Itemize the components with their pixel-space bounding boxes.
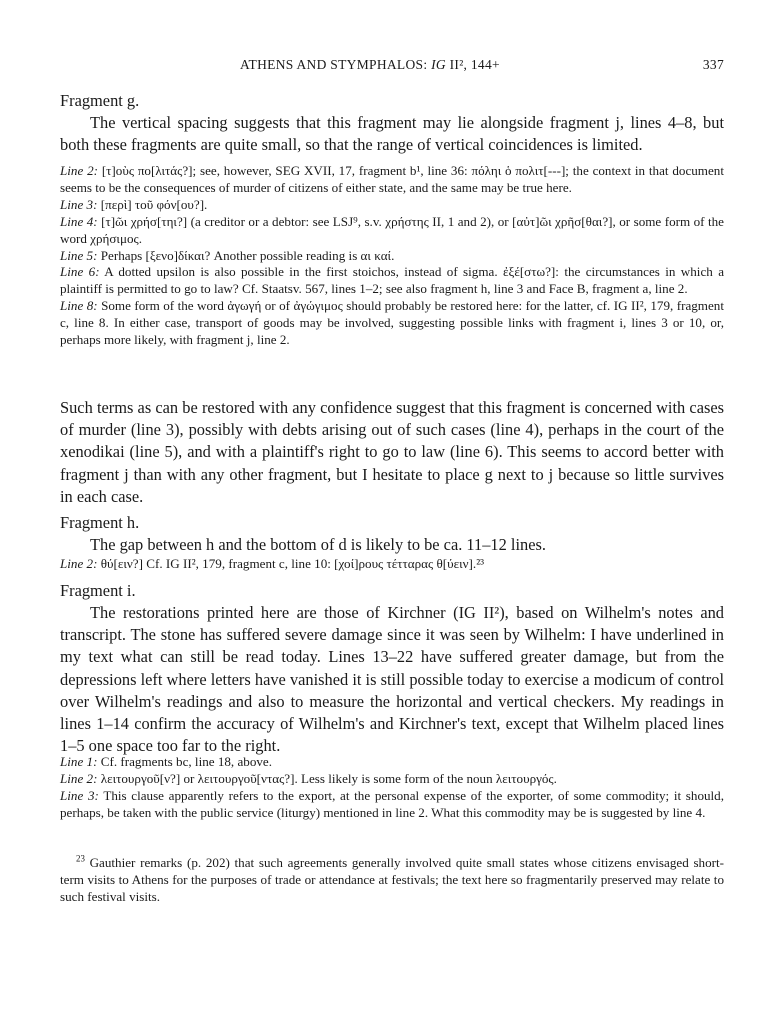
fragment-i-paragraph-1: The restorations printed here are those of Kirchner (IG II²), based on Wilhelm's notes and transcript. The stone has suffered severe damage since it was seen by Wilhelm: I have underlined in my text what can still be read today. Lines 13–22 have suffered greater damage, but from the depressions left where letters have vanished it is still possible today to exercise a modicum of control over Wilhelm's readings and also to measure the horizontal and vertical checkers. My readings in lines 1–14 confirm the accuracy of Wilhelm's and Kirchner's text, except that Wilhelm placed lines 1–5 one space too far to the right. [60,603,724,756]
note-line-6: Line 6: A dotted upsilon is also possible in the first stoichos, instead of sigma. ἐξέ[στω?]: the circumstances in which a plaintiff is permitted to go to law? Cf. Staatsv. 567, lines 1–2; see also fragment h, line 3 and Face B, fragment a, line 2. [60,264,725,297]
fragment-g-discussion [60,397,724,508]
fragment-i-notes [60,754,724,822]
note-line-3: Line 3: [περὶ] τοῦ φόν[ου?]. [60,196,208,212]
fragment-i-heading: Fragment i. [60,581,136,600]
fragment-i-note-line-2: Line 2: λειτουργοῦ[ν?] or λειτουργοῦ[ντας?]. Less likely is some form of the noun λειτουργός. [60,770,557,786]
note-line-4: Line 4: [τ]ῶι χρήσ[τηι?] (a creditor or a debtor: see LSJ⁹, s.v. χρήστης II, 1 and 2), or [αὐτ]ῶι χρῆσ[θαι?], or some form of the word χρήσιμος. [60,213,724,246]
footnote-marker: 23 [76,853,85,864]
fragment-i-note-line-3: Line 3: This clause apparently refers to the export, at the personal expense of the exporter, of some commodity; it should, perhaps, be taken with the public service (liturgy) mentioned in line 2. What this commodity may be is suggested by line 4. [60,787,724,820]
note-line-8: Line 8: Some form of the word ἀγωγή or of ἀγώγιμος should probably be restored here: for the latter, cf. IG II², 179, fragment c, line 8. In either case, transport of goods may be involved, suggesting possible links with fragment i, lines 3 or 10, or, perhaps more likely, with fragment j, line 2. [60,298,724,348]
running-title-tail: II², 144+ [445,57,500,72]
footnote-23 [60,855,724,906]
footnote-section [60,855,724,906]
fragment-g-paragraph-2: Such terms as can be restored with any confidence suggest that this fragment is concerned with cases of murder (line 3), possibly with debts arising out of such cases (line 4), perhaps in the court of the xenodikai (line 5), and with a plaintiff's right to go to law (line 6). This seems to accord better with fragment j than with any other fragment, but I hesitate to place g next to j because so little survives in each case. [60,398,724,506]
footnote-text: Gauthier remarks (p. 202) that such agreements generally involved quite small states whose citizens envisaged short-term visits to Athens for the purposes of trade or attendance at festivals; the text here so fragmentarily preserved may relate to such festival visits. [60,855,724,904]
running-title-italic: IG [431,57,446,72]
fragment-i-section [60,580,724,757]
fragment-h-section [60,512,724,573]
fragment-h-heading: Fragment h. [60,513,140,532]
fragment-i-note-line-1: Line 1: Cf. fragments bc, line 18, above. [60,754,273,769]
page-number: 337 [702,57,724,72]
fragment-h-note-line-2: Line 2: θύ[ειν?] Cf. IG II², 179, fragment c, line 10: [χοί]ρους τέτταρας θ[ύειν].²³ [60,556,485,572]
fragment-g-notes [60,163,724,349]
note-line-2: Line 2: [τ]οὺς πο[λιτάς?]; see, however, SEG XVII, 17, fragment b¹, line 36: πόληι ὁ πολιτ[---]; the context in that document seems to be the consequences of murder of citizens of either state, and the same may be true here. [60,163,724,195]
fragment-g-section [60,90,724,156]
fragment-g-paragraph-1: The vertical spacing suggests that this fragment may lie alongside fragment j, lines 4–8, but both these fragments are quite small, so that the range of vertical coincidences is limited. [60,113,724,155]
fragment-h-paragraph-1: The gap between h and the bottom of d is likely to be ca. 11–12 lines. [90,535,546,554]
fragment-g-heading: Fragment g. [60,91,140,110]
running-title: ATHENS AND STYMPHALOS: IG II², 144+ [240,57,500,72]
note-line-5: Line 5: Perhaps [ξενο]δίκαι? Another possible reading is αι καί. [60,247,395,263]
running-header [60,57,724,77]
